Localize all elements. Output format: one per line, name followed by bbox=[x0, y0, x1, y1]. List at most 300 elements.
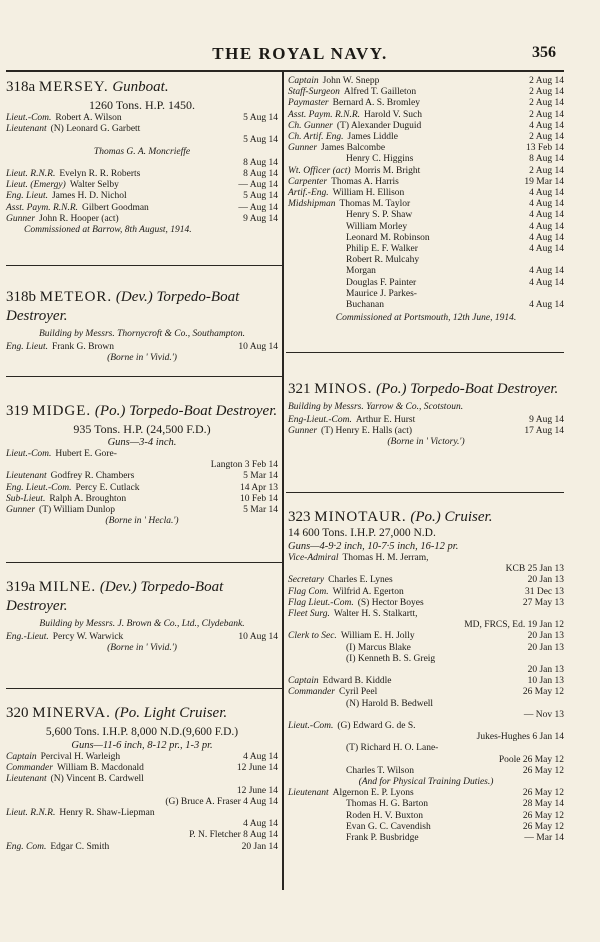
officer-continuation: Jukes-Hughes 6 Jan 14 bbox=[476, 732, 564, 743]
officer-name: John R. Hooper (act) bbox=[39, 213, 119, 224]
officer-row bbox=[288, 766, 564, 777]
officer-row bbox=[288, 278, 564, 289]
officer-date: 5 Aug 14 bbox=[243, 113, 278, 123]
ship-name: MILNE. bbox=[38, 579, 97, 595]
ship-guns: Guns—11-6 inch, 8-12 pr., 1-3 pr. bbox=[71, 740, 213, 751]
officer-date: 2 Aug 14 bbox=[529, 109, 564, 120]
officer-date: 26 May 12 bbox=[522, 788, 564, 799]
officer-row bbox=[6, 180, 278, 191]
officer-name: (T) Alexander Duguid bbox=[336, 120, 422, 131]
officer-date: 17 Aug 14 bbox=[524, 425, 564, 436]
officer-date: — Aug 14 bbox=[238, 180, 278, 191]
officer-name: Thomas H. M. Jerram, bbox=[342, 553, 429, 563]
officer-row bbox=[288, 426, 564, 437]
officer-row bbox=[288, 415, 564, 426]
officer-rank: Gunner bbox=[6, 213, 36, 224]
officer-name: Henry C. Higgins bbox=[346, 154, 414, 165]
officer-row bbox=[288, 788, 564, 799]
officer-rank bbox=[288, 699, 342, 710]
officer-rank: Eng.-Lieut. bbox=[6, 631, 49, 642]
officer-continuation: 4 Aug 14 bbox=[243, 819, 278, 830]
officer-date: 27 May 13 bbox=[522, 597, 564, 608]
officer-date: 4 Aug 14 bbox=[529, 188, 564, 199]
officer-row bbox=[288, 266, 564, 277]
officer-name: Charles E. Lynes bbox=[328, 575, 393, 586]
officer-name: (T) Henry E. Halls (act) bbox=[321, 425, 413, 436]
officer-continuation: 5 Aug 14 bbox=[243, 135, 278, 146]
officer-date: 28 May 14 bbox=[522, 799, 564, 810]
officer-row bbox=[6, 505, 278, 516]
officer-continuation: KCB 25 Jan 13 bbox=[505, 564, 564, 575]
officer-name: (I) Marcus Blake bbox=[346, 642, 411, 653]
officer-row bbox=[6, 169, 278, 180]
ship-number: 318a bbox=[6, 79, 36, 95]
officer-row bbox=[6, 763, 278, 774]
ship-specs: 14 600 Tons. I.H.P. 27,000 N.D. bbox=[288, 527, 436, 539]
officer-date: 8 Aug 14 bbox=[529, 154, 564, 165]
officer-rank: Lieut. R.N.R. bbox=[6, 169, 56, 180]
officer-name: Morris M. Bright bbox=[354, 165, 421, 176]
ship-number: 323 bbox=[288, 509, 311, 525]
officer-rank: Lieutenant bbox=[6, 124, 47, 135]
ship-specs: 5,600 Tons. I.H.P. 8,000 N.D.(9,600 F.D.) bbox=[45, 726, 239, 738]
officer-date: 2 Aug 14 bbox=[529, 132, 564, 143]
ship-heading bbox=[288, 380, 564, 399]
officer-row bbox=[6, 471, 278, 482]
officer-name: Robert A. Wilson bbox=[55, 113, 122, 123]
officer-rank: Commander bbox=[288, 687, 335, 698]
officer-rank: Secretary bbox=[288, 575, 325, 586]
officer-rank bbox=[288, 766, 342, 777]
officer-name: Morgan bbox=[346, 266, 376, 277]
borne-note: (Borne in ' Victory.') bbox=[387, 436, 465, 447]
officer-date: 5 Mar 14 bbox=[243, 471, 278, 482]
officer-name: Evan G. C. Cavendish bbox=[346, 821, 431, 832]
officer-name: William Morley bbox=[346, 221, 408, 232]
officer-name: Gilbert Goodman bbox=[82, 202, 149, 213]
officer-rank bbox=[288, 210, 342, 221]
officer-rank: Fleet Surg. bbox=[288, 609, 330, 620]
officer-row bbox=[288, 822, 564, 833]
officer-date: 4 Aug 14 bbox=[243, 752, 278, 762]
officer-name: Godfrey R. Chambers bbox=[50, 471, 135, 482]
officer-row bbox=[6, 214, 278, 225]
officer-row bbox=[6, 483, 278, 494]
section-rule bbox=[6, 265, 282, 266]
builder-note: Building by Messrs. Yarrow & Co., Scotstoun. bbox=[288, 402, 464, 412]
officer-rank: Lieut.-Com. bbox=[6, 113, 52, 123]
officer-list bbox=[6, 113, 278, 225]
top-rule bbox=[6, 70, 564, 72]
officer-row bbox=[288, 222, 564, 233]
officer-date: — Mar 14 bbox=[524, 833, 564, 844]
ship-type: (Po.) Cruiser. bbox=[410, 509, 493, 525]
officer-rank: Clerk to Sec. bbox=[288, 631, 337, 642]
officer-row bbox=[6, 203, 278, 214]
officer-name: William B. Macdonald bbox=[56, 763, 144, 774]
ship-type: (Po. Light Cruiser. bbox=[114, 705, 228, 721]
officer-rank: Eng. Lieut. bbox=[6, 191, 48, 202]
officer-name: (N) Harold B. Bedwell bbox=[346, 698, 434, 709]
ship-guns: Guns—4-9·2 inch, 10-7·5 inch, 16-12 pr. bbox=[288, 541, 459, 552]
officer-name: John W. Snepp bbox=[322, 76, 380, 86]
officer-row bbox=[288, 210, 564, 221]
officer-rank bbox=[288, 278, 342, 289]
officer-continuation: (G) Bruce A. Fraser 4 Aug 14 bbox=[165, 796, 278, 807]
officer-row bbox=[288, 244, 564, 255]
ship-name: METEOR. bbox=[39, 289, 113, 305]
officer-name: William E. H. Jolly bbox=[340, 631, 415, 642]
section-rule bbox=[286, 352, 564, 353]
ship-minotaur bbox=[288, 508, 564, 844]
officer-rank: Captain bbox=[6, 752, 37, 762]
officer-row bbox=[288, 811, 564, 822]
commission-note: Commissioned at Barrow, 8th August, 1914. bbox=[24, 225, 192, 236]
officer-rank bbox=[288, 654, 342, 665]
officer-date: 12 June 14 bbox=[236, 763, 278, 774]
officer-rank bbox=[288, 289, 342, 300]
officer-name: Bernard A. S. Bromley bbox=[332, 98, 420, 109]
officer-rank bbox=[288, 743, 342, 754]
officer-row bbox=[288, 154, 564, 165]
officer-rank: Asst. Paym. R.N.R. bbox=[288, 109, 361, 120]
officer-rank: Flag Com. bbox=[288, 586, 329, 597]
officer-row bbox=[288, 255, 564, 266]
officer-row bbox=[6, 842, 278, 853]
officer-row bbox=[288, 132, 564, 143]
officer-continuation: 20 Jan 13 bbox=[527, 665, 564, 676]
ship-heading bbox=[6, 402, 278, 421]
ship-type: (Po.) Torpedo-Boat Destroyer. bbox=[94, 403, 278, 419]
officer-name: Buchanan bbox=[346, 300, 384, 311]
officer-date: 2 Aug 14 bbox=[529, 76, 564, 86]
ship-type: (Dev.) Torpedo-Boat Destroyer. bbox=[6, 289, 240, 324]
officer-name: Leonard M. Robinson bbox=[346, 232, 430, 243]
officer-name: Frank P. Busbridge bbox=[346, 833, 419, 844]
officer-row bbox=[288, 199, 564, 210]
officer-date: 26 May 12 bbox=[522, 821, 564, 832]
officer-rank: Ch. Gunner bbox=[288, 120, 333, 131]
officer-row bbox=[288, 609, 564, 620]
officer-rank bbox=[288, 154, 342, 165]
officer-rank: Captain bbox=[288, 676, 319, 687]
officer-continuation: 8 Aug 14 bbox=[243, 157, 278, 168]
officer-row bbox=[288, 676, 564, 687]
officer-name: (N) Leonard G. Garbett bbox=[50, 124, 141, 135]
officer-list bbox=[6, 752, 278, 853]
officer-rank bbox=[288, 643, 342, 654]
officer-row bbox=[288, 177, 564, 188]
officer-date: 31 Dec 13 bbox=[524, 586, 564, 597]
officer-rank: Paymaster bbox=[288, 98, 329, 109]
officer-date: 9 Aug 14 bbox=[529, 414, 564, 425]
officer-row bbox=[288, 598, 564, 609]
officer-date: 4 Aug 14 bbox=[529, 232, 564, 243]
officer-rank bbox=[288, 811, 342, 822]
officer-rank: Carpenter bbox=[288, 176, 328, 187]
officer-row bbox=[288, 575, 564, 586]
officer-date: 26 May 12 bbox=[522, 687, 564, 698]
officer-date: 4 Aug 14 bbox=[529, 244, 564, 255]
officer-row bbox=[6, 449, 278, 460]
borne-note: (Borne in ' Hecla.') bbox=[105, 516, 179, 527]
officer-rank: Gunner bbox=[6, 505, 36, 516]
officer-row bbox=[6, 752, 278, 763]
officer-row bbox=[288, 110, 564, 121]
officer-row bbox=[288, 98, 564, 109]
builder-note: Building by Messrs. Thornycroft & Co., Southampton. bbox=[38, 329, 245, 339]
officer-date: 2 Aug 14 bbox=[529, 98, 564, 109]
borne-note: (Borne in ' Vivid.') bbox=[107, 352, 177, 363]
ship-type: (Dev.) Torpedo-Boat Destroyer. bbox=[6, 579, 224, 614]
officer-name: Maurice J. Parkes- bbox=[346, 288, 417, 299]
officer-name: Algernon E. P. Lyons bbox=[332, 788, 414, 799]
ship-name: MINERVA. bbox=[32, 705, 111, 721]
ship-number: 319 bbox=[6, 403, 29, 419]
officer-date: 14 Apr 13 bbox=[240, 482, 278, 493]
ship-mersey bbox=[6, 78, 278, 237]
section-rule bbox=[6, 562, 282, 563]
page-header bbox=[0, 42, 600, 68]
borne-note: (Borne in ' Vivid.') bbox=[107, 642, 177, 653]
ship-guns: Guns—3-4 inch. bbox=[107, 437, 177, 448]
ship-type: Gunboat. bbox=[112, 79, 169, 95]
officer-name: Wilfrid A. Egerton bbox=[332, 586, 404, 597]
officer-name: Henry S. P. Shaw bbox=[346, 210, 413, 221]
officer-list bbox=[288, 76, 564, 311]
officer-list bbox=[6, 449, 278, 516]
officer-name: Percival H. Warleigh bbox=[40, 752, 121, 762]
officer-row bbox=[288, 587, 564, 598]
officer-date: 9 Aug 14 bbox=[243, 213, 278, 224]
officer-date: 4 Aug 14 bbox=[529, 210, 564, 221]
officer-date: 20 Jan 13 bbox=[527, 642, 564, 653]
officer-rank: Eng. Com. bbox=[6, 841, 47, 852]
officer-continuation: P. N. Fletcher 8 Aug 14 bbox=[189, 830, 278, 841]
ship-meteor bbox=[6, 288, 278, 364]
ship-heading bbox=[6, 288, 278, 326]
officer-date: 4 Aug 14 bbox=[529, 120, 564, 131]
officer-row bbox=[6, 774, 278, 785]
officer-row bbox=[288, 699, 564, 710]
officer-date: 13 Feb 14 bbox=[526, 143, 564, 154]
officer-row bbox=[288, 188, 564, 199]
officer-continuation: Poole 26 May 12 bbox=[498, 754, 564, 765]
officer-rank: Lieut. R.N.R. bbox=[6, 808, 56, 819]
officer-row bbox=[288, 143, 564, 154]
officer-name: Philip E. F. Walker bbox=[346, 244, 418, 255]
officer-row bbox=[288, 166, 564, 177]
officer-date: 4 Aug 14 bbox=[529, 300, 564, 311]
officer-name: (N) Vincent B. Cardwell bbox=[50, 774, 144, 785]
officer-name: Henry R. Shaw-Liepman bbox=[59, 808, 155, 819]
officer-row bbox=[288, 687, 564, 698]
page-number: 356 bbox=[532, 44, 556, 61]
ship-midge bbox=[6, 402, 278, 528]
officer-row bbox=[288, 233, 564, 244]
officer-rank bbox=[288, 255, 342, 266]
officer-rank: Eng-Lieut.-Com. bbox=[288, 414, 352, 425]
ship-heading bbox=[6, 704, 278, 723]
ship-heading bbox=[6, 578, 278, 616]
officer-name: James Balcombe bbox=[321, 143, 386, 154]
ship-mersey-continued bbox=[288, 76, 564, 325]
officer-date: 19 Mar 14 bbox=[524, 176, 564, 187]
officer-name: Walter Selby bbox=[69, 180, 119, 191]
officer-list bbox=[288, 553, 564, 844]
officer-rank: Flag Lieut.-Com. bbox=[288, 597, 354, 608]
ship-name: MERSEY. bbox=[38, 79, 109, 95]
officer-date: 2 Aug 14 bbox=[529, 165, 564, 176]
officer-date: 8 Aug 14 bbox=[243, 169, 278, 180]
officer-date: — Aug 14 bbox=[238, 202, 278, 213]
officer-date: 4 Aug 14 bbox=[529, 199, 564, 210]
section-rule bbox=[6, 376, 282, 377]
officer-name: Charles T. Wilson bbox=[346, 765, 414, 776]
ship-heading bbox=[6, 78, 278, 97]
officer-rank: Staff-Surgeon bbox=[288, 87, 340, 98]
officer-list bbox=[6, 342, 278, 353]
officer-list bbox=[288, 415, 564, 437]
officer-rank: Commander bbox=[6, 763, 53, 774]
officer-row bbox=[288, 300, 564, 311]
ship-specs: 1260 Tons. H.P. 1450. bbox=[89, 98, 195, 112]
officer-rank: Lieut.-Com. bbox=[6, 449, 52, 459]
officer-rank bbox=[288, 833, 342, 844]
officer-name: Walter H. S. Stalkartt, bbox=[333, 609, 418, 620]
ship-minos bbox=[288, 380, 564, 448]
officer-name: Percy E. Cutlack bbox=[75, 482, 140, 493]
officer-row bbox=[288, 654, 564, 665]
ship-number: 321 bbox=[288, 381, 311, 397]
officer-row bbox=[6, 632, 278, 643]
officer-rank: Lieut. (Emergy) bbox=[6, 180, 66, 191]
officer-name: Evelyn R. R. Roberts bbox=[59, 169, 141, 180]
officer-continuation: Langton 3 Feb 14 bbox=[210, 460, 278, 471]
officer-rank: Asst. Paym. R.N.R. bbox=[6, 202, 79, 213]
officer-name: (I) Kenneth B. S. Greig bbox=[346, 653, 436, 664]
officer-rank: Gunner bbox=[288, 143, 318, 154]
section-rule bbox=[6, 688, 282, 689]
officer-date: 4 Aug 14 bbox=[529, 221, 564, 232]
officer-rank: Midshipman bbox=[288, 199, 336, 210]
officer-name: Robert R. Mulcahy bbox=[346, 255, 420, 266]
officer-rank bbox=[288, 222, 342, 233]
officer-date: 5 Aug 14 bbox=[243, 191, 278, 202]
officer-name: (T) William Dunlop bbox=[39, 505, 115, 516]
officer-row bbox=[6, 808, 278, 819]
officer-continuation: Thomas G. A. Moncrieffe bbox=[93, 146, 191, 157]
officer-name: Percy W. Warwick bbox=[52, 631, 124, 642]
officer-row bbox=[288, 799, 564, 810]
ship-milne bbox=[6, 578, 278, 654]
officer-date: 20 Jan 13 bbox=[527, 631, 564, 642]
officer-name: Arthur E. Hurst bbox=[355, 414, 416, 425]
officer-rank: Gunner bbox=[288, 425, 318, 436]
officer-name: William H. Ellison bbox=[332, 188, 405, 199]
officer-name: (T) Richard H. O. Lane- bbox=[346, 743, 439, 754]
officer-date: 10 Aug 14 bbox=[238, 341, 278, 352]
ship-name: MINOTAUR. bbox=[314, 509, 407, 525]
officer-date: 10 Jan 13 bbox=[527, 676, 564, 687]
officer-row bbox=[288, 87, 564, 98]
officer-name: Ralph A. Broughton bbox=[49, 493, 127, 504]
officer-name: Frank G. Brown bbox=[51, 341, 114, 352]
officer-rank: Captain bbox=[288, 76, 319, 86]
officer-rank bbox=[288, 233, 342, 244]
officer-name: Edward B. Kiddle bbox=[322, 676, 392, 687]
officer-rank bbox=[288, 244, 342, 255]
ship-type: (Po.) Torpedo-Boat Destroyer. bbox=[376, 381, 559, 397]
officer-row bbox=[6, 113, 278, 124]
officer-rank: Lieutenant bbox=[288, 788, 329, 799]
officer-continuation: 12 June 14 bbox=[236, 785, 278, 796]
officer-rank bbox=[288, 300, 342, 311]
page-title: THE ROYAL NAVY. bbox=[212, 44, 388, 63]
officer-name: James Liddle bbox=[347, 132, 398, 143]
officer-rank: Lieutenant bbox=[6, 471, 47, 482]
commission-note: Commissioned at Portsmouth, 12th June, 1914. bbox=[335, 313, 517, 324]
ship-name: MINOS. bbox=[314, 381, 373, 397]
officer-date: 10 Aug 14 bbox=[238, 631, 278, 642]
officer-date: 20 Jan 13 bbox=[527, 575, 564, 586]
officer-row bbox=[288, 643, 564, 654]
officer-name: Alfred T. Gailleton bbox=[343, 87, 417, 98]
officer-row bbox=[288, 121, 564, 132]
ship-name: MIDGE. bbox=[32, 403, 92, 419]
officer-rank: Eng. Lieut. bbox=[6, 341, 48, 352]
officer-rank: Wt. Officer (act) bbox=[288, 165, 351, 176]
officer-name: Edgar C. Smith bbox=[50, 841, 110, 852]
section-rule bbox=[286, 492, 564, 493]
officer-name: Douglas F. Painter bbox=[346, 277, 417, 288]
officer-rank: Lieutenant bbox=[6, 774, 47, 785]
officer-date: 10 Feb 14 bbox=[240, 493, 278, 504]
officer-row bbox=[288, 743, 564, 754]
officer-date: 20 Jan 14 bbox=[241, 841, 278, 852]
officer-row bbox=[288, 833, 564, 844]
officer-rank bbox=[288, 266, 342, 277]
officer-name: Harold V. Such bbox=[364, 109, 423, 120]
officer-continuation: MD, FRCS, Ed. 19 Jan 12 bbox=[464, 620, 564, 631]
officer-rank bbox=[288, 799, 342, 810]
ship-specs: 935 Tons. H.P. (24,500 F.D.) bbox=[73, 422, 211, 436]
officer-name: Hubert E. Gore- bbox=[55, 449, 117, 459]
officer-name: Thomas A. Harris bbox=[331, 176, 399, 187]
ship-number: 318b bbox=[6, 289, 36, 305]
column-divider bbox=[282, 70, 284, 890]
officer-row bbox=[6, 191, 278, 202]
ship-number: 320 bbox=[6, 705, 29, 721]
officer-row bbox=[6, 494, 278, 505]
officer-list bbox=[6, 632, 278, 643]
officer-date: 2 Aug 14 bbox=[529, 87, 564, 98]
builder-note: Building by Messrs. J. Brown & Co., Ltd., Clydebank. bbox=[39, 619, 245, 629]
officer-name: Cyril Peel bbox=[338, 687, 378, 698]
officer-name: James H. D. Nichol bbox=[51, 191, 127, 202]
officer-rank: Ch. Artif. Eng. bbox=[288, 132, 344, 143]
officer-rank: Sub-Lieut. bbox=[6, 493, 46, 504]
officer-rank: Eng. Lieut.-Com. bbox=[6, 482, 72, 493]
officer-row bbox=[288, 76, 564, 87]
officer-date: 26 May 12 bbox=[522, 810, 564, 821]
officer-row bbox=[288, 631, 564, 642]
officer-date: 26 May 12 bbox=[522, 765, 564, 776]
officer-continuation: — Nov 13 bbox=[523, 709, 564, 720]
ship-number: 319a bbox=[6, 579, 36, 595]
officer-row bbox=[288, 553, 564, 564]
officer-date: 4 Aug 14 bbox=[529, 277, 564, 288]
